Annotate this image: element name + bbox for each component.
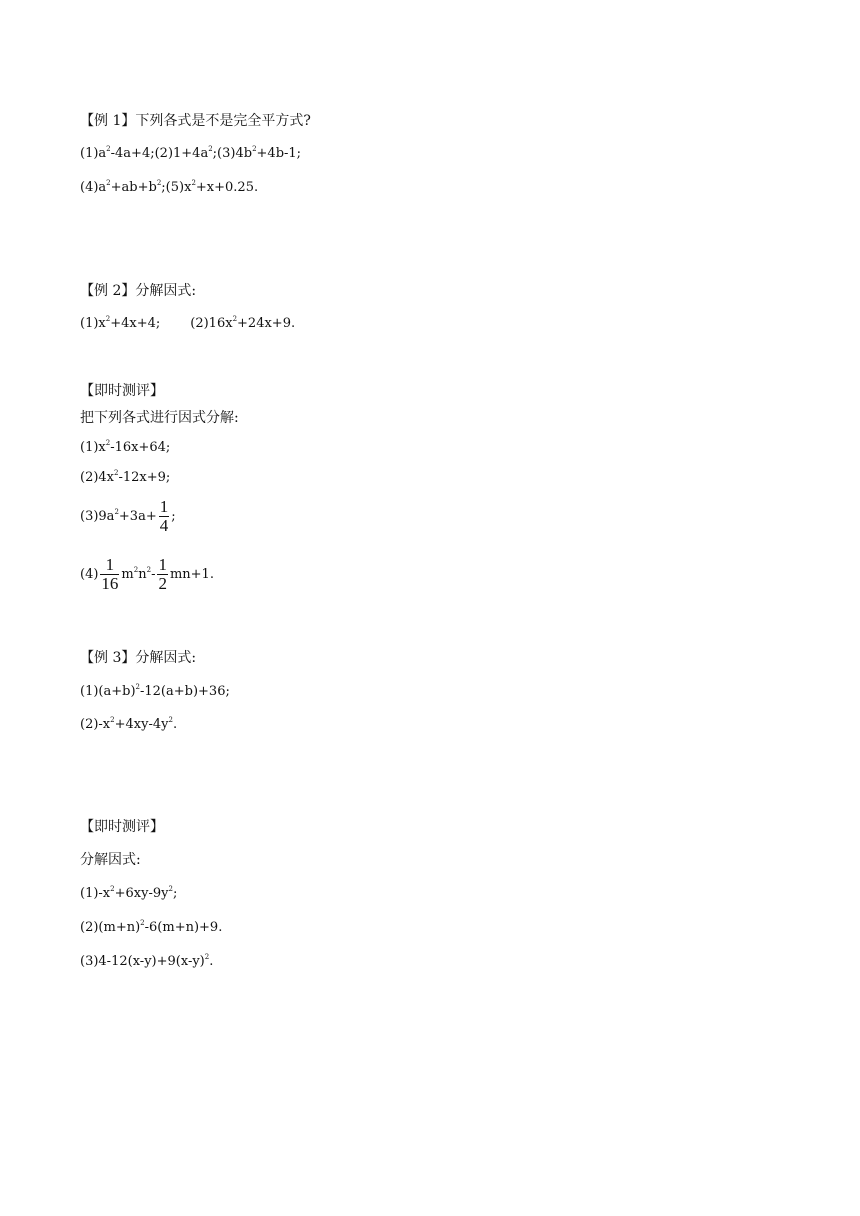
quiz-1-title: 【即时测评】 (80, 383, 164, 399)
text: +24x+9. (237, 316, 296, 331)
text: - (151, 567, 156, 582)
exponent: 2 (106, 145, 111, 153)
text: -12(a+b)+36; (140, 684, 230, 699)
text: . (209, 954, 214, 969)
text: ; (172, 886, 178, 901)
quiz-2-problem-3 (80, 953, 213, 971)
text: n (138, 567, 147, 582)
quiz-1-instruction: 把下列各式进行因式分解: (80, 410, 239, 426)
text: ;(3)4b (212, 146, 253, 161)
exponent: 2 (204, 953, 210, 961)
text: +3a+ (118, 509, 157, 524)
exponent: 2 (114, 508, 119, 516)
quiz-2-instruction: 分解因式: (80, 852, 141, 868)
text: (3)4-12(x-y)+9(x-y) (80, 954, 205, 969)
exponent: 2 (208, 145, 213, 153)
exponent: 2 (105, 315, 111, 323)
exponent: 2 (232, 315, 238, 323)
text: +ab+b (110, 180, 157, 195)
exponent: 2 (191, 179, 196, 187)
text: (2)4x (80, 470, 115, 485)
denominator: 4 (159, 516, 169, 535)
text: (1)(a+b) (80, 684, 136, 699)
text: -12x+9; (118, 470, 171, 485)
example-2-title: 【例 2】分解因式: (80, 283, 197, 299)
quiz-2-problem-2 (80, 919, 222, 937)
exponent: 2 (135, 683, 140, 691)
denominator: 2 (158, 574, 167, 593)
quiz-1-problem-1 (80, 439, 170, 457)
quiz-2-title: 【即时测评】 (80, 819, 164, 835)
quiz-1-problem-2 (80, 469, 170, 487)
exponent: 2 (252, 145, 257, 153)
exponent: 2 (110, 716, 115, 724)
text: -4a+4;(2)1+4a (110, 146, 209, 161)
text: ; (171, 509, 176, 524)
fraction (159, 498, 170, 535)
quiz-2-problem-1 (80, 885, 177, 903)
text: (4) (80, 567, 99, 582)
text: (1)x (80, 316, 106, 331)
exponent: 2 (168, 716, 173, 724)
exponent: 2 (106, 179, 111, 187)
example-3-line-1 (80, 683, 230, 701)
text: . (172, 717, 178, 732)
text: (2)16x (190, 316, 233, 331)
example-1-line-2 (80, 179, 258, 197)
text: ;(5)x (161, 180, 192, 195)
example-3-line-2 (80, 716, 177, 734)
fraction (157, 556, 168, 593)
numerator: 1 (158, 555, 167, 574)
example-3-title: 【例 3】分解因式: (80, 650, 197, 666)
quiz-1-problem-3 (80, 498, 176, 535)
exponent: 2 (105, 439, 111, 447)
numerator: 1 (100, 556, 119, 575)
denominator: 16 (101, 574, 119, 593)
text: m (121, 567, 134, 582)
text: +x+0.25. (195, 180, 259, 195)
text: (1)x (80, 440, 106, 455)
text: -6(m+n)+9. (144, 920, 223, 935)
exponent: 2 (133, 566, 139, 574)
exponent: 2 (114, 469, 119, 477)
text: mn+1. (169, 567, 214, 582)
exponent: 2 (168, 885, 173, 893)
text: (1)a (80, 146, 107, 161)
exponent: 2 (146, 566, 152, 574)
example-2-line-1 (80, 315, 295, 333)
text: (4)a (80, 180, 107, 195)
text: +4x+4; (110, 316, 161, 331)
fraction (100, 556, 119, 593)
exponent: 2 (140, 919, 145, 927)
text: (3)9a (80, 509, 115, 524)
text: (2)-x (80, 717, 111, 732)
text: (2)(m+n) (80, 920, 141, 935)
numerator: 1 (159, 497, 169, 516)
example-1-title: 【例 1】下列各式是不是完全平方式? (80, 113, 311, 129)
text: +6xy-9y (114, 886, 169, 901)
text: (1)-x (80, 886, 111, 901)
exponent: 2 (110, 885, 115, 893)
quiz-1-problem-4 (80, 556, 214, 593)
text: -16x+64; (110, 440, 171, 455)
text: +4xy-4y (114, 717, 169, 732)
exponent: 2 (156, 179, 162, 187)
text: +4b-1; (256, 146, 302, 161)
example-1-line-1 (80, 145, 301, 163)
